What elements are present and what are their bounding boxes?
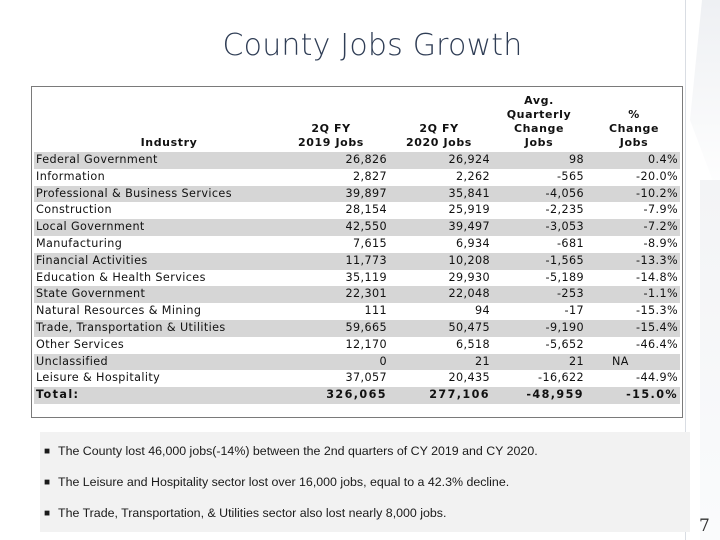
pct-change-cell: -7.2% [643,220,678,234]
jobs-2020-cell: 6,934 [455,236,490,250]
jobs-2019-cell: 22,301 [345,287,387,301]
pct-change-cell: -20.0% [636,169,678,183]
bullet-item: ■ The County lost 46,000 jobs(-14%) between the 2nd quarters of CY 2019 and CY 2020. [44,444,538,458]
table-row [34,169,680,186]
table-row [34,303,680,320]
jobs-2019-cell: 39,897 [345,186,387,200]
industry-cell: Local Government [36,220,145,234]
change-cell: -681 [557,236,584,250]
jobs-2020-cell: 10,208 [448,253,490,267]
table-row [34,186,680,203]
change-cell: -17 [564,304,584,318]
pct-change-cell: -44.9% [636,371,678,385]
industry-cell: State Government [36,287,146,301]
bullet-item: ■ The Trade, Transportation, & Utilities sector also lost nearly 8,000 jobs. [44,506,447,520]
pct-change-cell: -46.4% [636,337,678,351]
pct-change-cell: -14.8% [636,270,678,284]
jobs-2019-cell: 12,170 [345,337,387,351]
table-row [34,286,680,303]
industry-cell: Financial Activities [36,253,148,267]
jobs-table [31,86,683,418]
pct-change-cell: NA [612,354,629,368]
header-2020-jobs: 2Q FY 2020 Jobs [406,122,472,149]
jobs-2020-cell: 39,497 [448,220,490,234]
change-cell: -3,053 [545,220,584,234]
industry-cell: Construction [36,203,113,217]
jobs-2019-cell: 59,665 [345,320,387,334]
table-row [34,270,680,287]
table-row [34,236,680,253]
header-avg-change: Avg. Quarterly Change Jobs [506,94,572,149]
jobs-2019-cell: 26,826 [345,153,387,166]
industry-cell: Federal Government [36,153,158,166]
header-pct-change: % Change Jobs [608,108,660,149]
jobs-2019-cell: 0 [379,354,387,368]
table-body [34,152,680,404]
industry-cell: Manufacturing [36,236,123,250]
bullet-marker: ■ [44,477,51,488]
pct-change-cell: -7.9% [643,203,678,217]
header-industry: Industry [140,136,198,149]
industry-cell: Education & Health Services [36,270,206,284]
header-2019-jobs: 2Q FY 2019 Jobs [298,122,364,149]
jobs-2020-cell: 94 [474,304,490,318]
jobs-2019-cell: 28,154 [345,203,387,217]
table-row [34,152,680,169]
jobs-2020-cell: 35,841 [448,186,490,200]
jobs-2020-cell: 21 [474,354,490,368]
jobs-2019-cell: 2,827 [352,169,387,183]
table-total-row [34,387,680,404]
change-cell: -5,652 [545,337,584,351]
change-cell: -253 [557,287,584,301]
jobs-2020-cell: 50,475 [448,320,490,334]
pct-change-cell: -15.4% [636,320,678,334]
jobs-2020-cell: 22,048 [448,287,490,301]
industry-cell: Unclassified [36,354,108,368]
table-row [34,370,680,387]
jobs-2020-cell: 29,930 [448,270,490,284]
slide-title: County Jobs Growth [222,28,523,63]
industry-cell: Professional & Business Services [36,186,232,200]
bullet-marker: ■ [44,508,51,519]
jobs-2019-cell: 11,773 [345,253,387,267]
jobs-2019-cell: 111 [364,304,387,318]
change-cell: -48,959 [526,388,584,402]
change-cell: -9,190 [545,320,584,334]
industry-cell: Total: [36,388,80,402]
table-row [34,337,680,354]
change-cell: -4,056 [545,186,584,200]
jobs-2019-cell: 7,615 [352,236,387,250]
industry-cell: Other Services [36,337,125,351]
industry-cell: Information [36,169,106,183]
bullet-item: ■ The Leisure and Hospitality sector lost over 16,000 jobs, equal to a 42.3% decline. [44,475,510,489]
table-header [34,89,680,152]
jobs-2020-cell: 26,924 [448,153,490,166]
industry-cell: Trade, Transportation & Utilities [36,320,226,334]
pct-change-cell: -15.0% [626,388,678,402]
table-row [34,320,680,337]
pct-change-cell: -10.2% [636,186,678,200]
change-cell: 98 [568,153,584,166]
change-cell: -1,565 [545,253,584,267]
table-row [34,253,680,270]
industry-cell: Natural Resources & Mining [36,304,202,318]
jobs-2019-cell: 42,550 [345,220,387,234]
pct-change-cell: -15.3% [636,304,678,318]
change-cell: 21 [568,354,584,368]
bullet-marker: ■ [44,446,51,457]
jobs-2019-cell: 37,057 [345,371,387,385]
page-number: 7 [699,516,710,536]
change-cell: -2,235 [545,203,584,217]
change-cell: -16,622 [538,371,584,385]
jobs-2020-cell: 277,106 [429,388,490,402]
table-row [34,354,680,371]
change-cell: -565 [557,169,584,183]
decorative-shape-bottom [700,180,720,540]
summary-bullets [40,432,690,532]
jobs-2020-cell: 25,919 [448,203,490,217]
pct-change-cell: -13.3% [636,253,678,267]
jobs-2020-cell: 6,518 [455,337,490,351]
change-cell: -5,189 [545,270,584,284]
table-row [34,219,680,236]
pct-change-cell: -8.9% [643,236,678,250]
pct-change-cell: 0.4% [647,153,678,166]
jobs-2020-cell: 20,435 [448,371,490,385]
jobs-2019-cell: 326,065 [326,388,387,402]
pct-change-cell: -1.1% [643,287,678,301]
industry-cell: Leisure & Hospitality [36,371,161,385]
table-row [34,202,680,219]
jobs-2019-cell: 35,119 [345,270,387,284]
jobs-2020-cell: 2,262 [455,169,490,183]
